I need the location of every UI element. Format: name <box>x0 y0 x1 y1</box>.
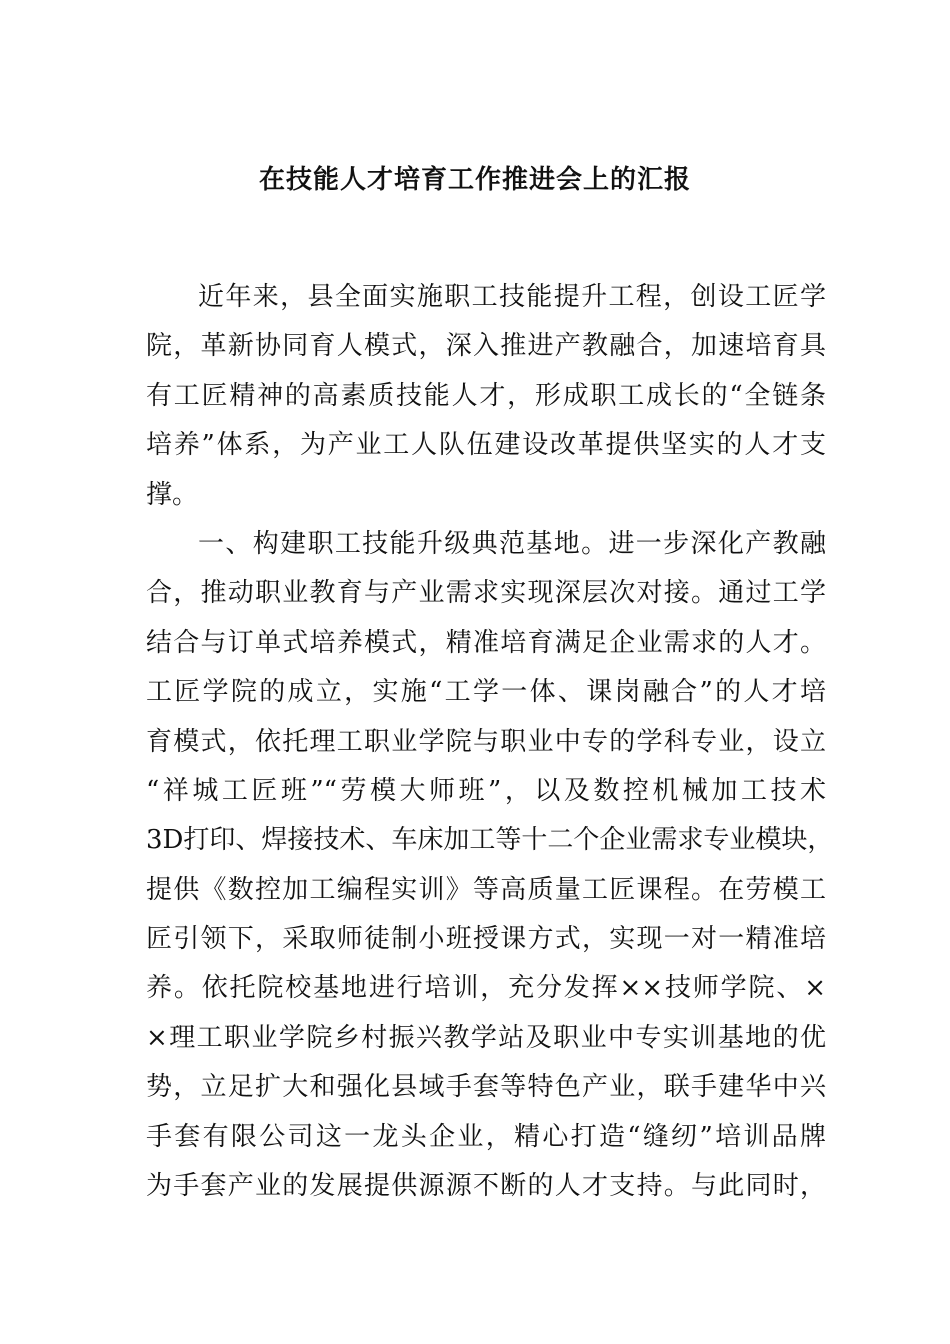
paragraph-line: 势，立足扩大和强化县域手套等特色产业，联手建华中兴 <box>146 1072 826 1103</box>
paragraph-line: 3D打印、焊接技术、车床加工等十二个企业需求专业模块， <box>146 825 834 856</box>
paragraph-line: 撑。 <box>146 479 199 510</box>
paragraph-line: 有工匠精神的高素质技能人才，形成职工成长的“全链条 <box>146 380 826 411</box>
paragraph-line: “祥城工匠班”“劳模大师班”，以及数控机械加工技术 <box>146 775 826 806</box>
paragraph-line: 一、构建职工技能升级典范基地。进一步深化产教融 <box>198 528 826 559</box>
paragraph-line: 为手套产业的发展提供源源不断的人才支持。与此同时， <box>146 1171 826 1202</box>
paragraph-line: 院，革新协同育人模式，深入推进产教融合，加速培育具 <box>146 331 826 362</box>
document-title: 在技能人才培育工作推进会上的汇报 <box>258 165 691 195</box>
paragraph-line: ×理工职业学院乡村振兴教学站及职业中专实训基地的优 <box>146 1022 826 1053</box>
paragraph-line: 匠引领下，采取师徒制小班授课方式，实现一对一精准培 <box>146 924 826 955</box>
document-body <box>146 273 834 1211</box>
paragraph-line: 手套有限公司这一龙头企业，精心打造“缝纫”培训品牌 <box>146 1121 826 1152</box>
paragraph-line: 近年来，县全面实施职工技能提升工程，创设工匠学 <box>198 282 826 312</box>
paragraph-line: 提供《数控加工编程实训》等高质量工匠课程。在劳模工 <box>146 874 826 905</box>
paragraph-line: 育模式，依托理工职业学院与职业中专的学科专业，设立 <box>146 726 826 757</box>
paragraph-line: 培养”体系，为产业工人队伍建设改革提供坚实的人才支 <box>146 430 826 461</box>
paragraph-line: 合，推动职业教育与产业需求实现深层次对接。通过工学 <box>146 578 826 609</box>
paragraph-line: 结合与订单式培养模式，精准培育满足企业需求的人才。 <box>146 627 826 658</box>
paragraph-line: 养。依托院校基地进行培训，充分发挥××技师学院、× <box>146 973 826 1004</box>
paragraph-line: 工匠学院的成立，实施“工学一体、课岗融合”的人才培 <box>146 677 826 708</box>
